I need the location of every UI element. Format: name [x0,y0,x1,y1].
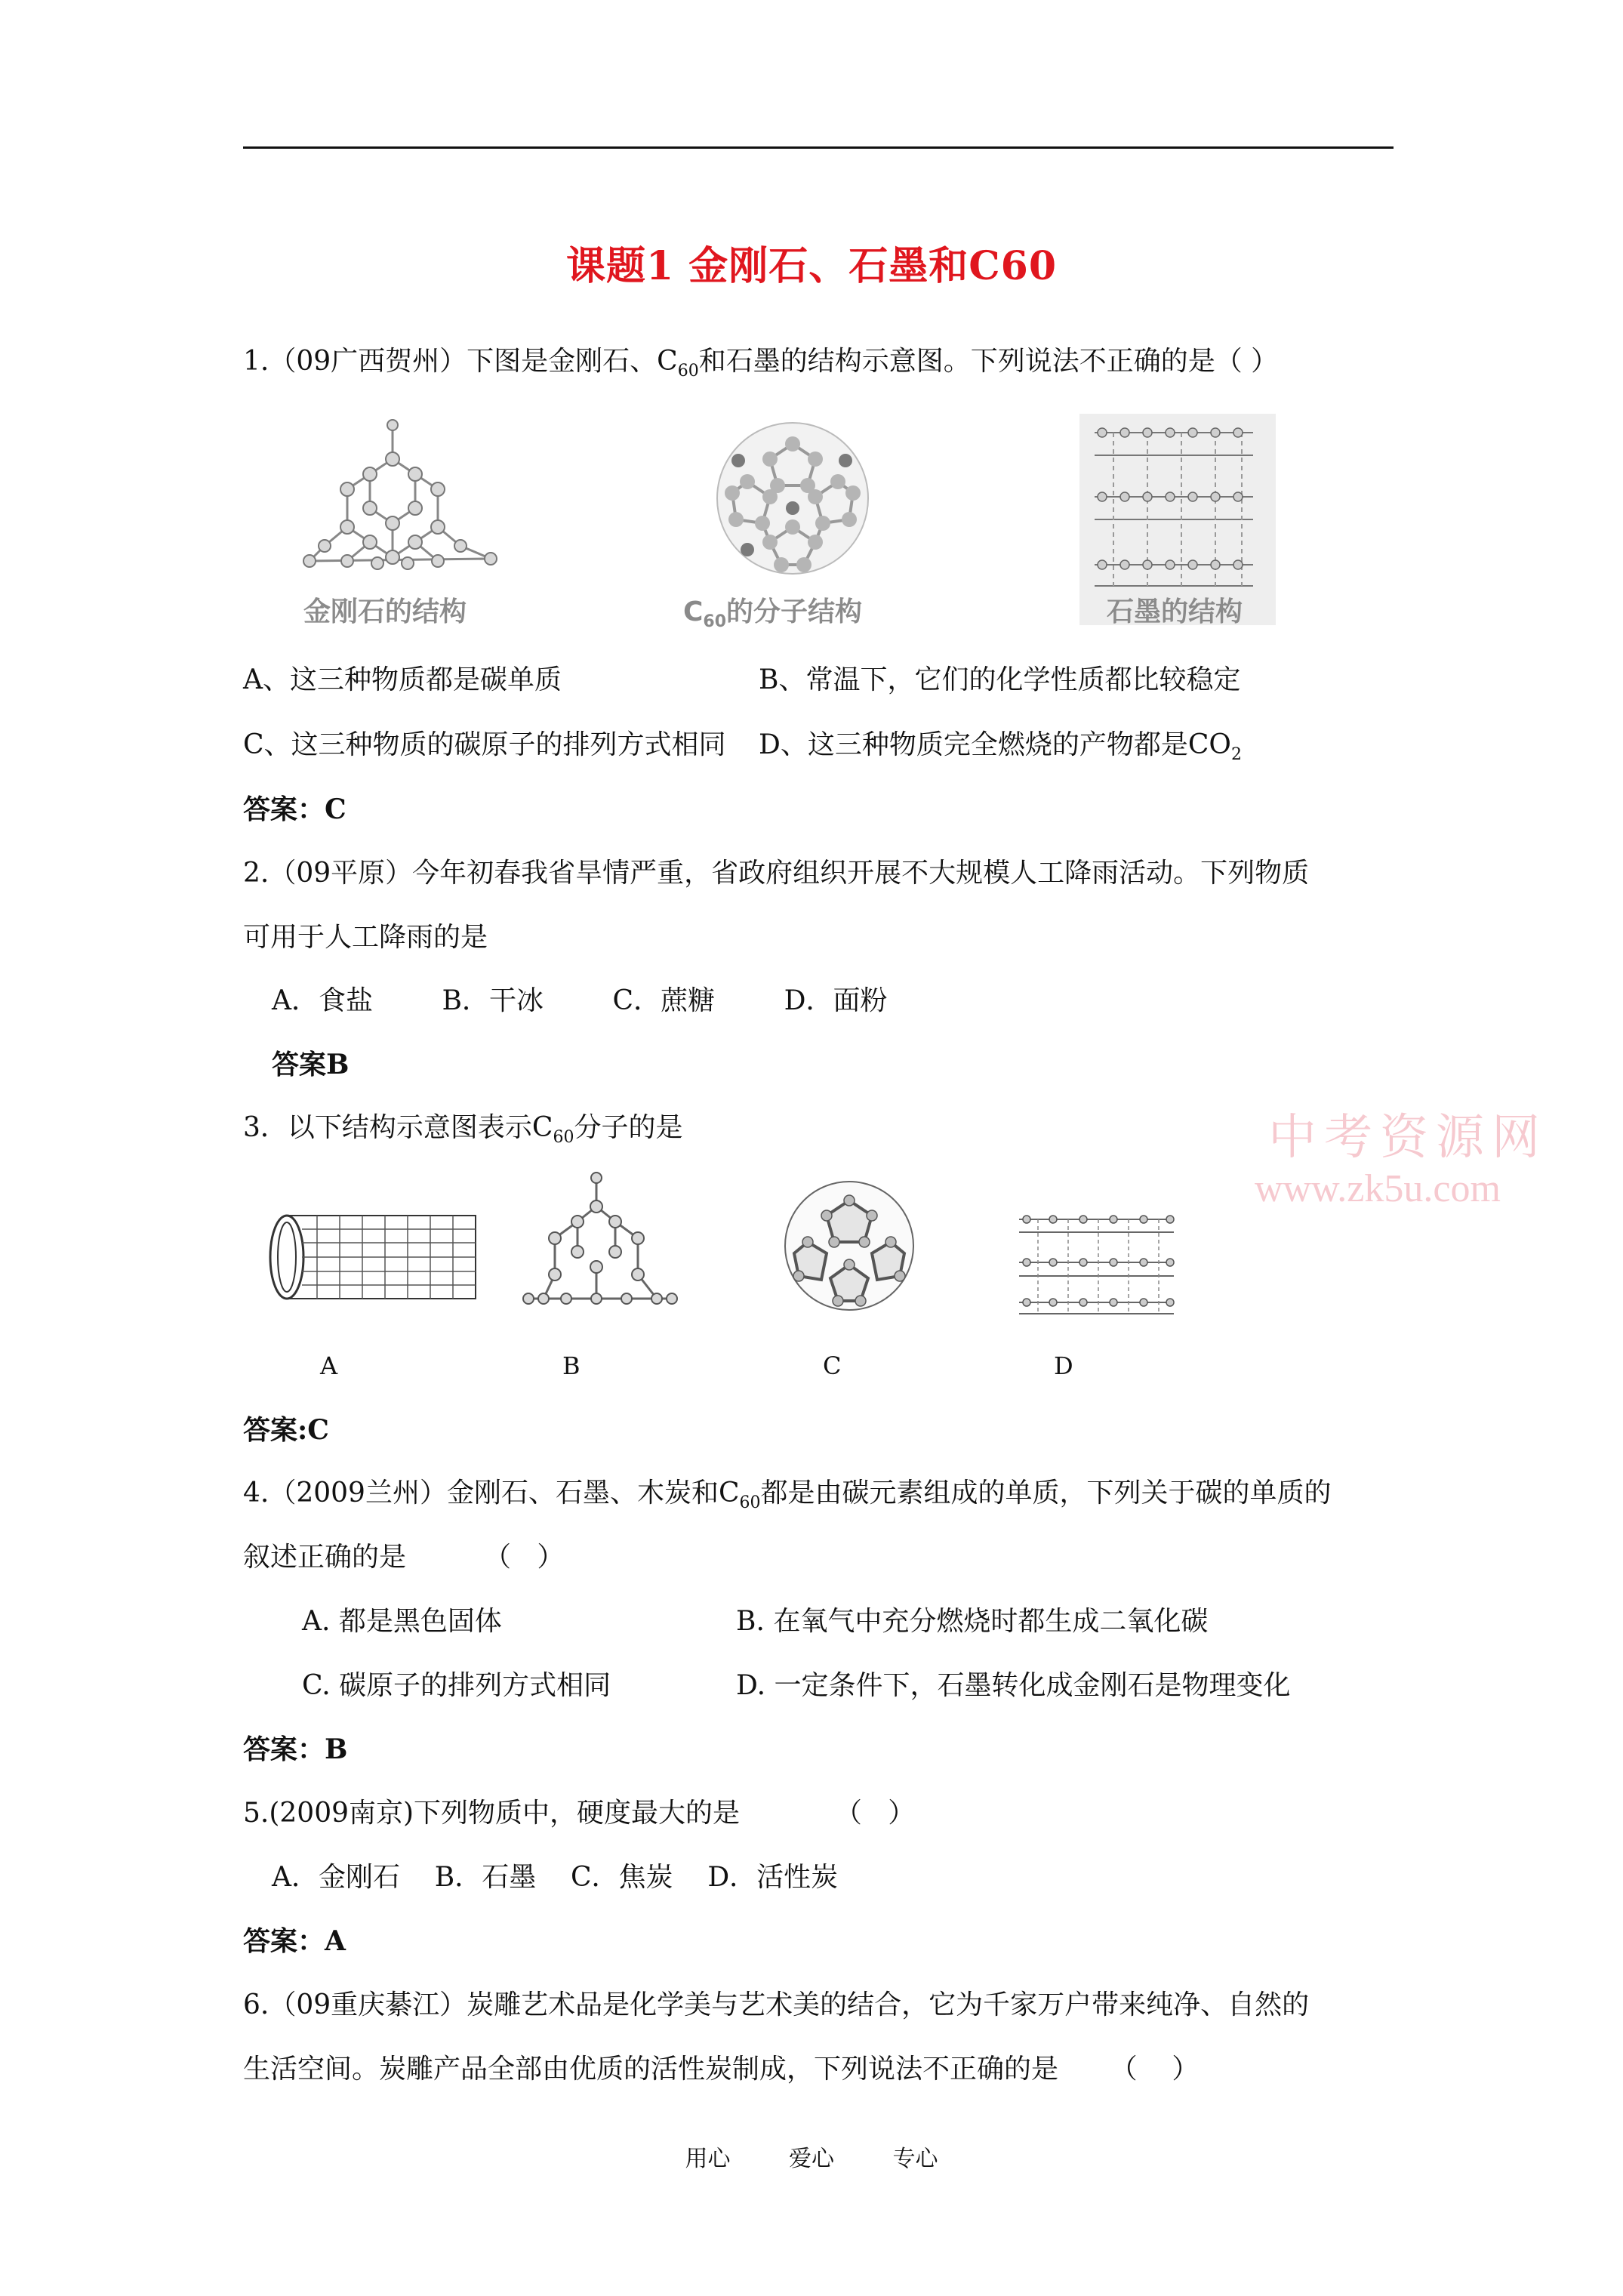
c60-molecule-figure [702,414,883,587]
q5-answer: 答案：A [243,1925,346,1957]
q3-label-b: B [562,1351,581,1380]
q4-stem-line2: 叙述正确的是 （ ） [243,1542,565,1573]
q4-option-d: D. 一定条件下，石墨转化成金刚石是物理变化 [736,1670,1291,1701]
c60-caption: $C_{60}$的分子结构 [683,596,863,631]
q1-option-a: A、这三种物质都是碳单质 [243,664,562,695]
nanotube-figure [257,1208,483,1306]
q5-options: A．金刚石 B．石墨 C．焦炭 D．活性炭 [272,1862,839,1893]
footer-item: 用心 [685,2146,731,2172]
diamond-structure-figure [294,414,506,587]
watermark-text: 中考资源网 [1268,1110,1548,1166]
q4-option-b: B. 在氧气中充分燃烧时都生成二氧化碳 [736,1606,1209,1637]
q2-stem-line2: 可用于人工降雨的是 [243,922,488,953]
q1-stem: 1.（09广西贺州）下图是金刚石、$C_{60}$和石墨的结构示意图。下列说法不正确的是（ ） [243,346,1279,381]
footer-item: 专心 [892,2146,938,2172]
q3-label-d: D [1054,1351,1073,1380]
q3-answer: 答案:C [243,1414,329,1446]
graphite-caption: 石墨的结构 [1107,596,1243,627]
diamond-caption: 金刚石的结构 [303,596,467,627]
footer-item: 爱心 [789,2146,834,2172]
q1-option-c: C、这三种物质的碳原子的排列方式相同 [243,729,726,760]
q3-label-a: A [320,1351,338,1380]
q4-answer: 答案：B [243,1734,348,1765]
q1-answer: 答案：C [243,794,346,825]
q2-stem-line1: 2.（09平原）今年初春我省旱情严重，省政府组织开展不大规模人工降雨活动。下列物质 [243,858,1310,889]
diamond-option-figure [513,1169,687,1312]
q4-stem-line1: 4.（2009兰州）金刚石、石墨、木炭和$C_{60}$都是由碳元素组成的单质，下列关于碳的单质的 [243,1478,1332,1512]
q3-stem: 3．以下结构示意图表示$C_{60}$分子的是 [243,1112,683,1147]
page-footer [0,2140,1623,2173]
q2-answer: 答案B [272,1049,350,1080]
page-title: 课题1 金刚石、石墨和C60 [565,243,1058,289]
q1-option-b: B、常温下，它们的化学性质都比较稳定 [759,664,1241,695]
q3-label-c: C [823,1351,842,1380]
watermark-url: www.zk5u.com [1255,1167,1501,1210]
q6-stem-line2: 生活空间。炭雕产品全部由优质的活性炭制成，下列说法不正确的是 （ ） [243,2054,1200,2085]
q4-option-c: C. 碳原子的排列方式相同 [302,1670,611,1701]
graphite-option-figure [1015,1208,1178,1318]
q2-options: A．食盐 B．干冰 C．蔗糖 D．面粉 [272,985,888,1016]
header-rule [243,146,1394,149]
q6-stem-line1: 6.（09重庆綦江）炭雕艺术品是化学美与艺术美的结合，它为千家万户带来纯净、自然的 [243,1989,1310,2020]
q4-option-a: A. 都是黑色固体 [302,1606,502,1637]
q1-option-d: D、这三种物质完全燃烧的产物都是$CO_2$ [759,729,1242,764]
q5-stem: 5.(2009南京)下列物质中，硬度最大的是 （ ） [243,1798,916,1829]
c60-option-figure [778,1174,921,1318]
